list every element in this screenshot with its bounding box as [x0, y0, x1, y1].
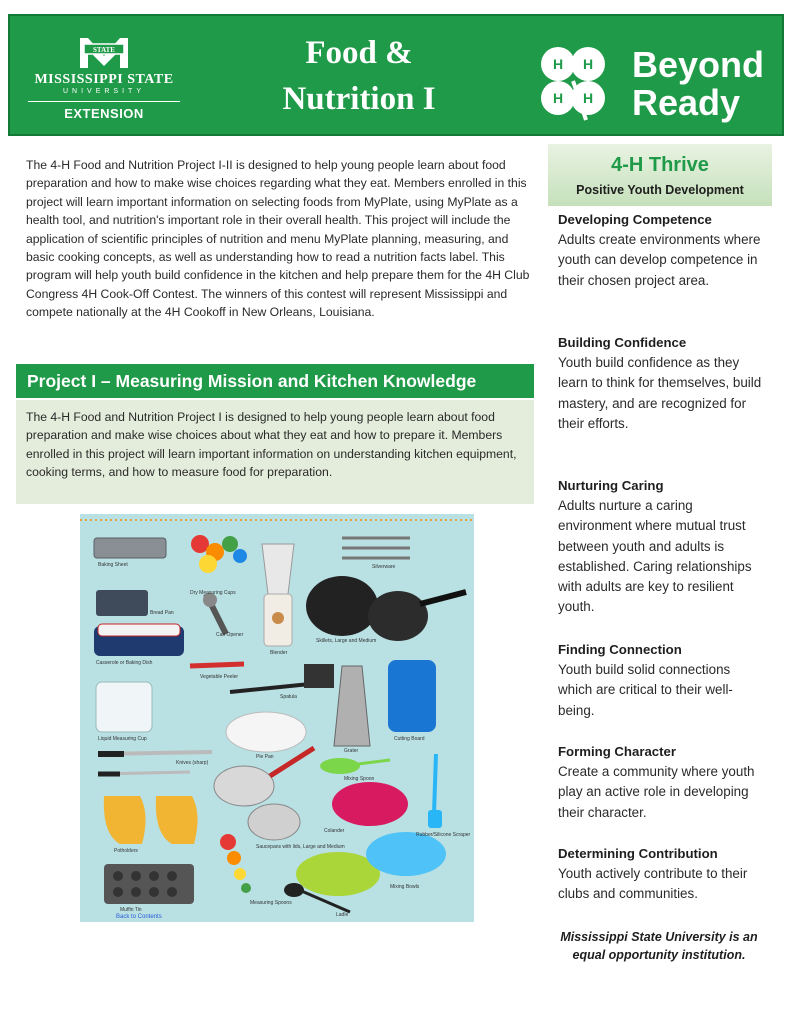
msu-extension-logo — [24, 34, 184, 121]
logo-divider — [28, 101, 180, 102]
thrive-item-text: Youth build confidence as they learn to think for themselves, build mastery, and are recognized for their efforts. — [558, 355, 762, 431]
msu-extension: EXTENSION — [64, 106, 144, 121]
clover-h-4: H — [582, 90, 594, 106]
msu-crest-icon — [76, 34, 132, 70]
label-ladle: Ladle — [336, 912, 349, 918]
label-scraper: Rubber/Silicone Scraper — [416, 832, 471, 838]
label-liquid-measuring-cup: Liquid Measuring Cup — [98, 736, 147, 742]
label-casserole: Casserole or Baking Dish — [96, 660, 153, 666]
label-vegetable-peeler: Vegetable Peeler — [200, 674, 239, 680]
thrive-header — [548, 144, 772, 206]
thrive-item-heading: Forming Character — [558, 744, 676, 759]
clover-h-1: H — [552, 56, 564, 72]
thrive-item-heading: Nurturing Caring — [558, 478, 664, 493]
label-skillets: Skillets, Large and Medium — [316, 638, 377, 644]
msu-name: MISSISSIPPI STATE — [34, 72, 174, 87]
msu-university: UNIVERSITY — [62, 88, 145, 95]
equal-opportunity-statement: Mississippi State University is an equal opportunity institution. — [560, 930, 758, 962]
label-grater: Grater — [344, 748, 359, 754]
title-line-1: Food & — [305, 35, 413, 71]
project-description: The 4-H Food and Nutrition Project I is designed to help young people learn about food preparation and make wise choices about what they eat and how to prepare it. Members enrolled in this project will learn important information on understanding kitchen equipment, cooking terms, and how to measure food for preparation. — [16, 400, 534, 504]
thrive-item-text: Create a community where youth play an active role in developing their character. — [558, 764, 755, 820]
label-cutting-board: Cutting Board — [394, 736, 425, 742]
four-h-clover-icon — [530, 40, 616, 126]
intro-paragraph: The 4-H Food and Nutrition Project I-II is designed to help young people learn about food preparation and how to make wise choices regarding what they eat. Members enrolled in this project will learn important information on selecting foods from MyPlate, using MyPlate as a health tool, and nutrition's important role in their overall health. This project will include the application of scientific principles of nutrition and menu MyPlate planning, measuring, and basic cooking concepts, as well as understanding how to read a nutrition facts label. This program will help youth build confidence in the kitchen and help prepare them for the 4H Club Congress 4H Cook-Off Contest. The winners of this contest will represent Mississippi and compete nationally at the 4H Cookoff in New Orleans, Louisiana. — [26, 158, 530, 320]
back-to-contents-link[interactable]: Back to Contents — [116, 914, 162, 920]
thrive-item-heading: Determining Contribution — [558, 846, 718, 861]
label-measuring-spoons: Measuring Spoons — [250, 900, 292, 906]
label-can-opener: Can Opener — [216, 632, 244, 638]
beyond-ready-brand — [632, 46, 764, 122]
header-banner — [8, 14, 784, 136]
thrive-item-text: Youth actively contribute to their clubs and communities. — [558, 866, 748, 902]
thrive-item-heading: Finding Connection — [558, 642, 682, 657]
thrive-item-text: Adults nurture a caring environment where mutual trust between youth and adults is established. Caring relationships with adults are key to resilient youth. — [558, 498, 752, 615]
label-baking-sheet: Baking Sheet — [98, 562, 128, 568]
thrive-item-heading: Building Confidence — [558, 335, 687, 350]
label-mixing-spoon: Mixing Spoon — [344, 776, 375, 782]
thrive-item-text: Adults create environments where youth can develop competence in their chosen project area. — [558, 232, 761, 288]
thrive-item-heading: Developing Competence — [558, 212, 712, 227]
thrive-item-text: Youth build solid connections which are critical to their well-being. — [558, 662, 733, 718]
equipment-illustration — [80, 514, 474, 922]
brand-line-1: Beyond — [632, 44, 765, 85]
thrive-item — [558, 476, 768, 617]
label-muffin-tin: Muffin Tin — [120, 907, 142, 913]
brand-line-2: Ready — [632, 82, 741, 123]
label-knives: Knives (sharp) — [176, 760, 209, 766]
label-blender: Blender — [270, 650, 288, 656]
thrive-item — [558, 640, 768, 721]
thrive-item — [558, 210, 768, 291]
label-potholders: Potholders — [114, 848, 138, 854]
page-title — [244, 30, 474, 122]
clover-h-2: H — [582, 56, 594, 72]
label-dry-measuring-cups: Dry Measuring Cups — [190, 590, 236, 596]
clover-h-3: H — [552, 90, 564, 106]
thrive-subtitle: Positive Youth Development — [576, 183, 744, 197]
label-spatula: Spatula — [280, 694, 297, 700]
crest-text: STATE — [93, 46, 115, 54]
thrive-item — [558, 742, 768, 823]
thrive-item — [558, 333, 768, 434]
label-mixing-bowls: Mixing Bowls — [390, 884, 420, 890]
label-pie-pan: Pie Pan — [256, 754, 274, 760]
label-bread-pan: Bread Pan — [150, 610, 174, 616]
kitchen-equipment-image — [80, 514, 474, 922]
label-saucepans: Saucepans with lids, Large and Medium — [256, 844, 345, 850]
project-heading: Project I – Measuring Mission and Kitchen Knowledge — [16, 364, 534, 398]
label-colander: Colander — [324, 828, 345, 834]
thrive-title: 4-H Thrive — [611, 154, 709, 176]
thrive-item — [558, 844, 768, 905]
label-silverware: Silverware — [372, 564, 396, 570]
title-line-2: Nutrition I — [282, 81, 436, 117]
